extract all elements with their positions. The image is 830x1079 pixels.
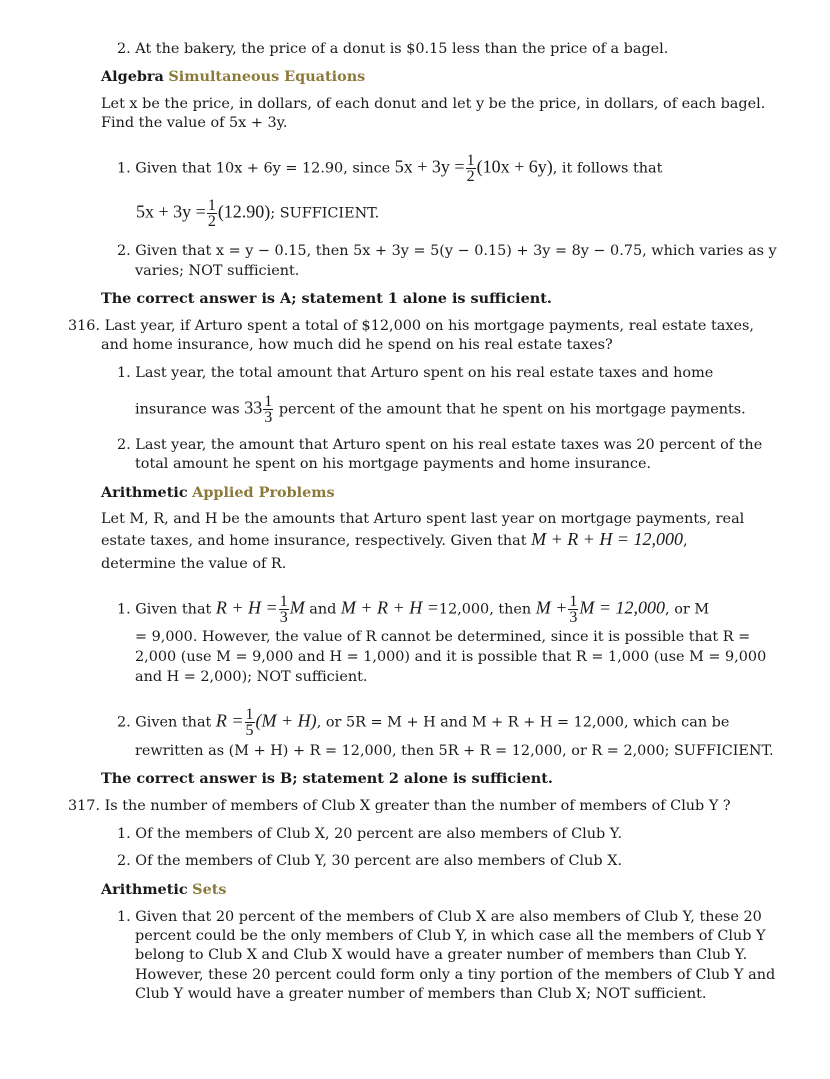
step-text: , it follows that bbox=[552, 160, 663, 177]
numerator: 1 bbox=[264, 393, 273, 410]
step-text: insurance was bbox=[135, 401, 240, 418]
topic-heading-arithmetic bbox=[101, 880, 226, 900]
denominator: 2 bbox=[466, 168, 475, 185]
topic-heading-algebra bbox=[101, 67, 365, 87]
math-expression: 5x + 3y = bbox=[136, 201, 206, 222]
explanation-text: Let x be the price, in dollars, of each donut and let y be the price, in dollars, of each bagel. bbox=[101, 96, 766, 112]
explanation-step-1-cont: belong to Club X and Club X would have a greater number of members than Club Y. bbox=[135, 947, 748, 963]
denominator: 3 bbox=[279, 609, 288, 626]
correct-answer: The correct answer is A; statement 1 alone is sufficient. bbox=[101, 290, 552, 307]
step-text: percent of the amount that he spent on his mortgage payments. bbox=[278, 401, 746, 418]
numerator: 1 bbox=[207, 197, 216, 214]
topic-subcategory: Applied Problems bbox=[192, 484, 335, 501]
step-text: , or 5R = M + H and M + R + H = 12,000, which can be bbox=[316, 714, 730, 731]
question-316-cont: and home insurance, how much did he spend on his real estate taxes? bbox=[101, 337, 613, 353]
explanation-step-1: 1. Given that 20 percent of the members of Club X are also members of Club Y, these 20 bbox=[117, 909, 762, 925]
topic-subcategory: Sets bbox=[192, 881, 227, 898]
fraction bbox=[279, 594, 289, 625]
statement-2: 2. Last year, the amount that Arturo spent on his real estate taxes was 20 percent of the bbox=[117, 437, 763, 453]
math-expression: R + H = bbox=[215, 597, 278, 618]
explanation-step-2-cont: rewritten as (M + H) + R = 12,000, then 5R + R = 12,000, or R = 2,000; SUFFICIENT. bbox=[135, 743, 774, 759]
explanation-step-1-cont: However, these 20 percent could form only a tiny portion of the members of Club Y and bbox=[135, 967, 776, 983]
fraction bbox=[245, 707, 255, 738]
explanation-text: determine the value of R. bbox=[101, 556, 287, 572]
math-expression: M + R + H = bbox=[340, 597, 439, 618]
question-317: 317. Is the number of members of Club X greater than the number of members of Club Y ? bbox=[68, 798, 731, 814]
math-expression: M + R + H = 12,000 bbox=[531, 529, 684, 549]
math-expression: (M + H) bbox=[255, 710, 317, 731]
math-expression: (12.90) bbox=[217, 201, 271, 222]
explanation-step-1-cont: Club Y would have a greater number of members than Club X; NOT sufficient. bbox=[135, 986, 707, 1002]
statement-2-bakery: 2. At the bakery, the price of a donut is $0.15 less than the price of a bagel. bbox=[117, 41, 669, 57]
denominator: 3 bbox=[569, 609, 578, 626]
fraction bbox=[263, 394, 273, 425]
explanation-text: Let M, R, and H be the amounts that Arturo spent last year on mortgage payments, real bbox=[101, 511, 745, 527]
math-expression: R = bbox=[215, 710, 244, 731]
explanation-step-2-cont: varies; NOT sufficient. bbox=[135, 263, 300, 279]
statement-1-cont bbox=[135, 394, 746, 425]
topic-heading-arithmetic bbox=[101, 483, 335, 503]
explanation-step-1-cont: percent could be the only members of Club Y, in which case all the members of Club Y bbox=[135, 928, 766, 944]
topic-category: Arithmetic bbox=[101, 881, 188, 898]
fraction bbox=[568, 594, 578, 625]
step-text: 1. Given that bbox=[117, 601, 212, 618]
step-text: 1. Given that 10x + 6y = 12.90, since bbox=[117, 160, 391, 177]
topic-category: Arithmetic bbox=[101, 484, 188, 501]
topic-subcategory: Simultaneous Equations bbox=[168, 68, 366, 85]
step-text: 2. Given that bbox=[117, 714, 212, 731]
statement-1: 1. Last year, the total amount that Arturo spent on his real estate taxes and home bbox=[117, 365, 714, 381]
explanation-step-1-cont bbox=[136, 198, 379, 229]
denominator: 3 bbox=[264, 409, 273, 426]
numerator: 1 bbox=[279, 593, 288, 610]
explanation-step-1-cont: and H = 2,000); NOT sufficient. bbox=[135, 669, 368, 685]
correct-answer: The correct answer is B; statement 2 alone is sufficient. bbox=[101, 770, 553, 787]
statement-1: 1. Of the members of Club X, 20 percent are also members of Club Y. bbox=[117, 826, 623, 842]
explanation-step-2: 2. Given that x = y − 0.15, then 5x + 3y = 5(y − 0.15) + 3y = 8y − 0.75, which varies as y bbox=[117, 243, 777, 259]
fraction bbox=[207, 198, 217, 229]
topic-category: Algebra bbox=[101, 68, 164, 85]
explanation-step-1-cont: 2,000 (use M = 9,000 and H = 1,000) and it is possible that R = 1,000 (use M = 9,000 bbox=[135, 649, 767, 665]
fraction bbox=[466, 153, 476, 184]
denominator: 2 bbox=[207, 213, 216, 230]
math-expression: M bbox=[289, 597, 305, 618]
numerator: 1 bbox=[466, 152, 475, 169]
math-expression: 5x + 3y = bbox=[394, 156, 465, 177]
explanation-step-1 bbox=[117, 153, 662, 184]
math-expression: 33 bbox=[244, 397, 263, 418]
step-text: , or M bbox=[665, 601, 710, 618]
statement-2-cont: total amount he spent on his mortgage payments and home insurance. bbox=[135, 456, 652, 472]
numerator: 1 bbox=[245, 706, 254, 723]
step-text: 12,000, then bbox=[438, 601, 532, 618]
step-text: ; SUFFICIENT. bbox=[270, 205, 380, 222]
math-expression: M + bbox=[535, 597, 568, 618]
explanation-step-2 bbox=[117, 707, 729, 738]
question-316: 316. Last year, if Arturo spent a total of $12,000 on his mortgage payments, real estate taxes, bbox=[68, 318, 754, 334]
explanation-step-1-cont: = 9,000. However, the value of R cannot be determined, since it is possible that R = bbox=[135, 629, 751, 645]
step-text: and bbox=[309, 601, 337, 618]
statement-2: 2. Of the members of Club Y, 30 percent are also members of Club X. bbox=[117, 853, 623, 869]
step-text: estate taxes, and home insurance, respectively. Given that bbox=[101, 533, 527, 549]
explanation-text: Find the value of 5x + 3y. bbox=[101, 115, 288, 131]
math-expression: (10x + 6y) bbox=[476, 156, 553, 177]
step-text: , bbox=[683, 533, 688, 549]
explanation-text bbox=[101, 530, 688, 551]
explanation-step-1 bbox=[117, 594, 709, 625]
math-expression: M = 12,000 bbox=[579, 597, 666, 618]
numerator: 1 bbox=[569, 593, 578, 610]
denominator: 5 bbox=[245, 722, 254, 739]
